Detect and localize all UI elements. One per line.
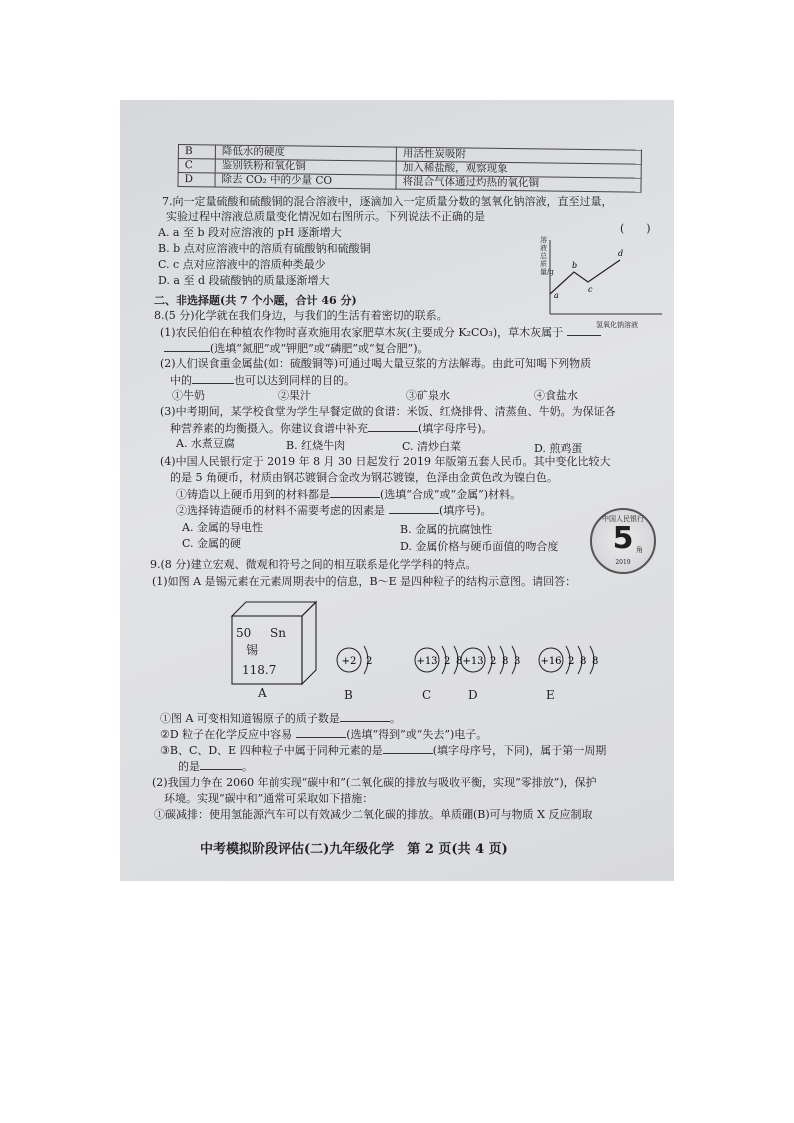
nucleus-charge: +2 [341, 656, 357, 667]
q7-answer-paren: ( ) [620, 222, 651, 235]
q8-part4-q1-options: (选填“合成”或“金属”)材料。 [380, 488, 522, 501]
element-mass: 118.7 [242, 663, 277, 677]
q8-part2: (2)人们误食重金属盐(如：硫酸铜等)可通过喝大量豆浆的方法解毒。由此可知喝下列物质 [160, 357, 592, 370]
answer-blank[interactable] [192, 373, 234, 384]
q8-part3: (3)中考期间，某学校食堂为学生早餐定做的食谱：米饭、红烧排骨、清蒸鱼、牛奶。为保证各 [160, 405, 616, 418]
q8-part3-text: 种营养素的均衡摄入。你建议食谱中补充 [170, 422, 368, 435]
q8-part3-text-end: (填字母序号)。 [418, 422, 493, 435]
q7-stem-cont: 实验过程中溶液总质量变化情况如右图所示。下列说法不正确的是 [166, 210, 485, 223]
atom-label-b: B [344, 688, 353, 702]
atom-diagram-e [536, 630, 622, 690]
answer-blank[interactable] [200, 759, 242, 770]
q9-part2-cont: 环境。实现“碳中和”通常可采取如下措施： [164, 792, 374, 805]
q9-sub3-cont [178, 759, 253, 774]
q9-sub2-end: (选填“得到”或“失去”)电子。 [346, 728, 488, 741]
answer-blank[interactable] [567, 325, 601, 336]
q9-part2: (2)我国力争在 2060 年前实现“碳中和”(二氧化碳的排放与吸收平衡，实现“零排放”)，保护 [152, 776, 597, 789]
q9-sub2-text: ②D 粒子在化学反应中容易 [160, 728, 293, 741]
q9-sub3-text: ③B、C、D、E 四种粒子中属于同种元素的是 [160, 744, 383, 757]
element-name: 锡 [246, 643, 259, 657]
electron-count: 8 [592, 656, 599, 667]
answer-blank[interactable] [164, 341, 210, 352]
coin-year: 2019 [615, 559, 631, 566]
q8-part2-text: 中的 [170, 374, 192, 387]
q9-sub2 [160, 727, 487, 742]
exam-page [120, 100, 674, 881]
answer-blank[interactable] [340, 711, 390, 722]
electron-count: 2 [366, 656, 373, 667]
table-cell-method: 将混合气体通过灼热的氧化铜 [396, 175, 641, 192]
coin-value: 5 [612, 521, 634, 556]
electron-count: 3 [514, 656, 521, 667]
q7-mass-graph [536, 234, 666, 326]
q8-part4-cont: 的是 5 角硬币，材质由钢芯镀铜合金改为钢芯镀镍，色泽由金黄色改为镍白色。 [170, 471, 558, 484]
nucleus-charge: +13 [416, 656, 438, 667]
section-heading: 二、非选择题(共 7 个小题，合计 46 分) [154, 294, 357, 307]
atom-diagram-b [334, 630, 392, 690]
electron-count: 8 [580, 656, 587, 667]
q8-p3-option-d: D. 煎鸡蛋 [534, 442, 583, 455]
document-photo [120, 100, 674, 881]
atom-label-e: E [546, 688, 555, 702]
q8-p4-option-b: B. 金属的抗腐蚀性 [400, 523, 493, 536]
answer-blank[interactable] [296, 727, 346, 738]
graph-point-b: b [572, 261, 578, 270]
q8-part1-options: (选填“氮肥”或“钾肥”或“磷肥”或“复合肥”)。 [210, 342, 429, 355]
q8-stem: 8.(5 分)化学就在我们身边，与我们的生活有着密切的联系。 [154, 309, 448, 322]
coin-unit: 角 [636, 546, 643, 554]
q8-part4-q2 [176, 503, 492, 518]
coin-top-text: 中国人民银行 [602, 515, 644, 523]
electron-count: 2 [444, 656, 451, 667]
q8-part4-q1 [176, 487, 521, 502]
graph-point-a: a [554, 291, 559, 300]
table-cell-label: C [178, 159, 215, 173]
q8-part2-text-end: 也可以达到同样的目的。 [234, 374, 355, 387]
q9-part1: (1)如图 A 是锡元素在元素周期表中的信息，B～E 是四种粒子的结构示意图。请回答： [152, 575, 577, 588]
graph-point-d: d [618, 249, 624, 258]
graph-y-label: 溶液总质量/g [540, 236, 554, 276]
nucleus-charge: +13 [462, 656, 484, 667]
table-cell-label: B [178, 145, 215, 159]
q8-part2-cont [170, 373, 355, 388]
table-cell-item: 鉴别铁粉和氧化铜 [215, 159, 396, 175]
atom-label-c: C [422, 688, 432, 702]
q7-option-b: B. b 点对应溶液中的溶质有硫酸钠和硫酸铜 [158, 242, 371, 255]
q8-part4: (4)中国人民银行定于 2019 年 8 月 30 日起发行 2019 年版第五套人民币。其中变化比较大 [160, 455, 611, 468]
q8-p2-option-2: ②果汁 [278, 389, 311, 402]
q7-option-c: C. c 点对应溶液中的溶质种类最少 [158, 258, 326, 271]
page-footer: 中考模拟阶段评估(二)九年级化学 第 2 页(共 4 页) [200, 842, 508, 857]
q9-part2-measure: ①碳减排：使用氢能源汽车可以有效减少二氧化碳的排放。单质硼(B)可与物质 X 反应制取 [154, 808, 593, 821]
q9-sub3-end: 。 [242, 760, 253, 773]
q9-stem: 9.(8 分)建立宏观、微观和符号之间的相互联系是化学学科的特点。 [150, 558, 477, 571]
answer-blank[interactable] [368, 421, 418, 432]
table-cell-method: 用活性炭吸附 [396, 147, 641, 164]
graph-point-c: c [588, 285, 593, 294]
electron-count: 8 [456, 656, 463, 667]
q8-p3-option-c: C. 清炒白菜 [402, 440, 462, 453]
graph-curve [550, 260, 620, 294]
electron-count: 2 [568, 656, 575, 667]
q7-stem: 7.向一定量硫酸和硫酸铜的混合溶液中，逐滴加入一定质量分数的氢氧化钠溶液，直至过量， [162, 195, 613, 208]
q8-p4-option-a: A. 金属的导电性 [182, 521, 263, 534]
q8-p2-option-4: ④食盐水 [534, 389, 578, 402]
element-symbol: Sn [270, 626, 286, 640]
q8-part1 [160, 325, 601, 340]
q7-option-a: A. a 至 b 段对应溶液的 pH 逐渐增大 [158, 226, 342, 239]
q7-option-d: D. a 至 d 段硫酸钠的质量逐渐增大 [158, 274, 330, 287]
answer-blank[interactable] [389, 503, 439, 514]
table-cell-method: 加入稀盐酸，观察现象 [396, 161, 641, 178]
q9-sub1-text: ①图 A 可变相知道锡原子的质子数是 [160, 712, 340, 725]
q8-part1-text: (1)农民伯伯在种植农作物时喜欢施用农家肥草木灰(主要成分 K₂CO₃)，草木灰属于 [160, 326, 564, 339]
q8-p3-option-b: B. 红烧牛肉 [286, 439, 346, 452]
q8-part4-q2-end: (填序号)。 [439, 504, 492, 517]
q9-sub1 [160, 711, 401, 726]
nucleus-charge: +16 [540, 656, 562, 667]
q9-sub3 [160, 743, 606, 758]
atom-diagram-d [458, 630, 544, 690]
atom-label-d: D [468, 688, 478, 702]
q9-sub3-text2: 的是 [178, 760, 200, 773]
answer-blank[interactable] [383, 743, 433, 754]
q8-part4-q1-text: ①铸造以上硬币用到的材料都是 [176, 488, 330, 501]
q8-part4-q2-text: ②选择铸造硬币的材料不需要考虑的因素是 [176, 504, 385, 517]
table-cell-item: 降低水的硬度 [215, 145, 396, 161]
table-cell-label: D [178, 173, 215, 187]
q8-part1-cont [164, 341, 429, 356]
q8-part3-cont [170, 421, 493, 436]
graph-x-label: 氢氧化钠溶液 [596, 321, 638, 329]
q9-sub3-mid: (填字母序号，下同)，属于第一周期 [432, 744, 607, 757]
q9-sub1-end: 。 [389, 712, 401, 725]
electron-count: 8 [502, 656, 509, 667]
answer-blank[interactable] [330, 487, 380, 498]
q8-p4-option-d: D. 金属价格与硬币面值的吻合度 [400, 540, 559, 553]
electron-count: 2 [490, 656, 497, 667]
q8-p3-option-a: A. 水煮豆腐 [176, 437, 235, 450]
element-number: 50 [236, 626, 252, 640]
q8-p2-option-3: ③矿泉水 [406, 389, 450, 402]
options-table [177, 144, 641, 193]
q8-p4-option-c: C. 金属的硬 [182, 537, 242, 550]
coin-image [590, 508, 656, 574]
table-cell-item: 除去 CO₂ 中的少量 CO [215, 173, 396, 189]
q8-p2-option-1: ①牛奶 [172, 389, 205, 402]
fig-a-label: A [258, 686, 267, 700]
